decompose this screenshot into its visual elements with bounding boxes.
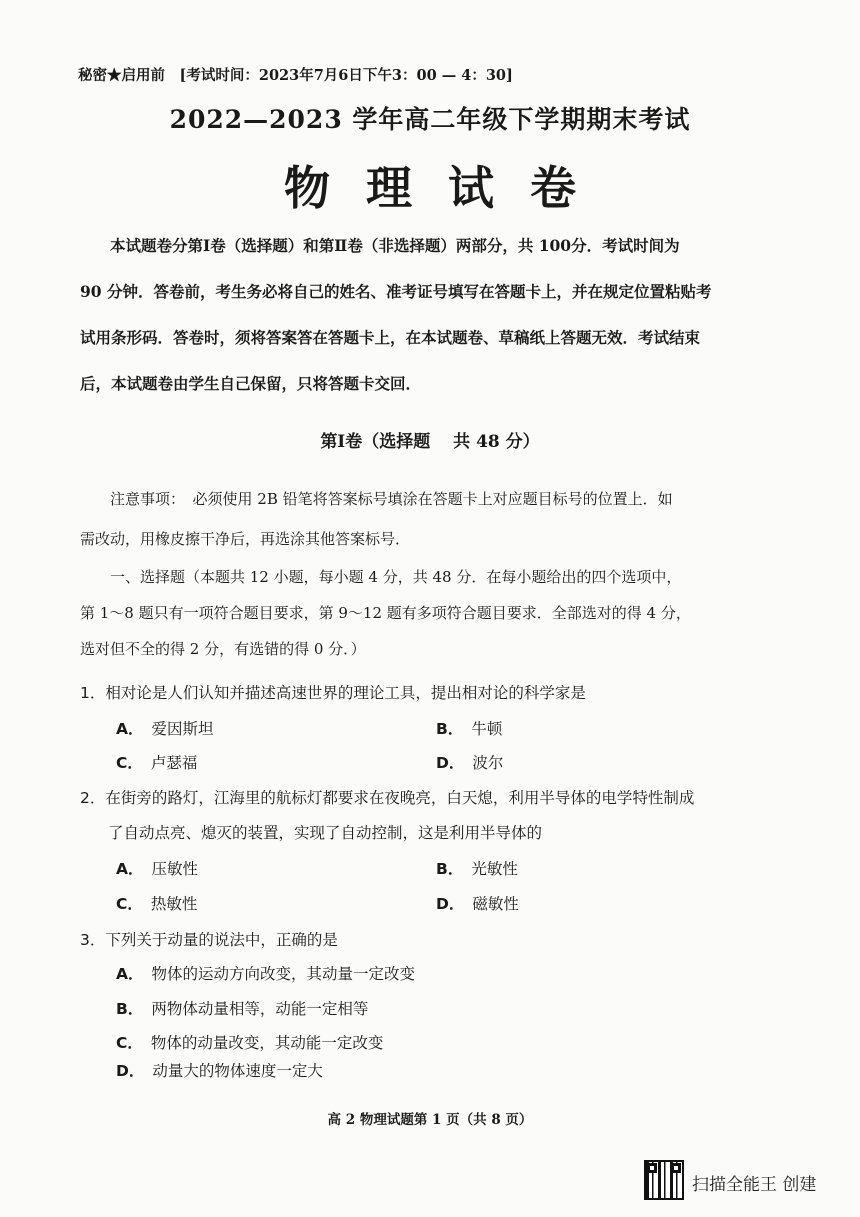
part-instruction-line: 一、选择题（本题共 12 小题，每小题 4 分，共 48 分．在每小题给出的四个选项中， xyxy=(110,568,682,586)
question-2-stem: 2．在街旁的路灯，江海里的航标灯都要求在夜晚亮，白天熄，利用半导体的电学特性制成 xyxy=(80,789,695,807)
option-text: 压敏性 xyxy=(151,860,199,878)
notice-line: 需改动，用橡皮擦干净后，再选涂其他答案标号． xyxy=(80,530,411,548)
option-label: A． xyxy=(116,720,144,738)
notice-line: 注意事项： 必须使用 2B 铅笔将答案标号填涂在答题卡上对应题目标号的位置上．如 xyxy=(110,490,673,508)
option-label: C． xyxy=(116,1034,143,1052)
option-text: 光敏性 xyxy=(471,860,518,878)
question-2-option-c xyxy=(116,892,197,914)
option-label: D． xyxy=(116,1062,145,1080)
qr-code-icon xyxy=(644,1160,684,1200)
scanner-watermark: 扫描全能王 创建 xyxy=(692,1175,817,1195)
question-2-option-b xyxy=(436,857,518,879)
question-1-option-a xyxy=(116,717,214,739)
question-1-option-b xyxy=(436,717,502,739)
intro-line: 本试题卷分第Ⅰ卷（选择题）和第Ⅱ卷（非选择题）两部分，共 100分．考试时间为 xyxy=(110,236,680,255)
option-text: 物体的运动方向改变，其动量一定改变 xyxy=(151,965,416,983)
option-label: D． xyxy=(436,895,465,913)
option-text: 热敏性 xyxy=(150,895,198,913)
exam-title: 2022—2023 学年高二年级下学期期末考试 xyxy=(169,105,691,134)
question-3-option-d xyxy=(116,1059,323,1081)
option-label: C． xyxy=(116,895,143,913)
option-text: 牛顿 xyxy=(471,720,503,738)
option-text: 物体的动量改变，其动能一定改变 xyxy=(150,1034,384,1052)
question-1-option-d xyxy=(436,751,503,773)
question-3-option-c xyxy=(116,1031,383,1053)
option-text: 磁敏性 xyxy=(472,895,519,913)
intro-line: 试用条形码．答卷时，须将答案答在答题卡上，在本试题卷、草稿纸上答题无效．考试结束 xyxy=(80,328,701,347)
option-label: B． xyxy=(116,1000,144,1018)
section-heading: 第Ⅰ卷（选择题 共 48 分） xyxy=(320,432,540,452)
question-1-option-c xyxy=(116,751,197,773)
option-text: 爱因斯坦 xyxy=(151,720,214,738)
question-3-option-b xyxy=(116,997,368,1019)
question-3-option-a xyxy=(116,962,415,984)
option-label: C． xyxy=(116,754,143,772)
question-1-stem: 1．相对论是人们认知并描述高速世界的理论工具，提出相对论的科学家是 xyxy=(80,684,586,702)
option-label: A． xyxy=(116,965,144,983)
question-2-option-d xyxy=(436,892,519,914)
question-3-stem: 3．下列关于动量的说法中，正确的是 xyxy=(80,931,338,949)
subject-title: 物理试卷 xyxy=(284,161,612,215)
intro-line: 90 分钟．答卷前，考生务必将自己的姓名、准考证号填写在答题卡上，并在规定位置粘贴考 xyxy=(80,282,712,301)
option-text: 波尔 xyxy=(472,754,504,772)
confidential-line: 秘密★启用前 [考试时间：2023年7月6日下午3：00 — 4：30] xyxy=(78,67,513,84)
question-2-option-a xyxy=(116,857,198,879)
option-label: A． xyxy=(116,860,144,878)
intro-line: 后，本试题卷由学生自己保留，只将答题卡交回． xyxy=(80,374,422,393)
page-footer: 高 2 物理试题第 1 页（共 8 页） xyxy=(327,1112,533,1128)
question-2-stem-cont: 了自动点亮、熄灭的装置，实现了自动控制，这是利用半导体的 xyxy=(108,824,543,842)
part-instruction-line: 选对但不全的得 2 分，有选错的得 0 分．） xyxy=(80,640,366,658)
option-text: 动量大的物体速度一定大 xyxy=(152,1062,323,1080)
option-text: 卢瑟福 xyxy=(150,754,198,772)
option-label: D． xyxy=(436,754,465,772)
option-label: B． xyxy=(436,720,464,738)
option-label: B． xyxy=(436,860,464,878)
part-instruction-line: 第 1～8 题只有一项符合题目要求，第 9～12 题有多项符合题目要求．全部选对的得 4 分， xyxy=(80,604,691,622)
option-text: 两物体动量相等，动能一定相等 xyxy=(151,1000,369,1018)
